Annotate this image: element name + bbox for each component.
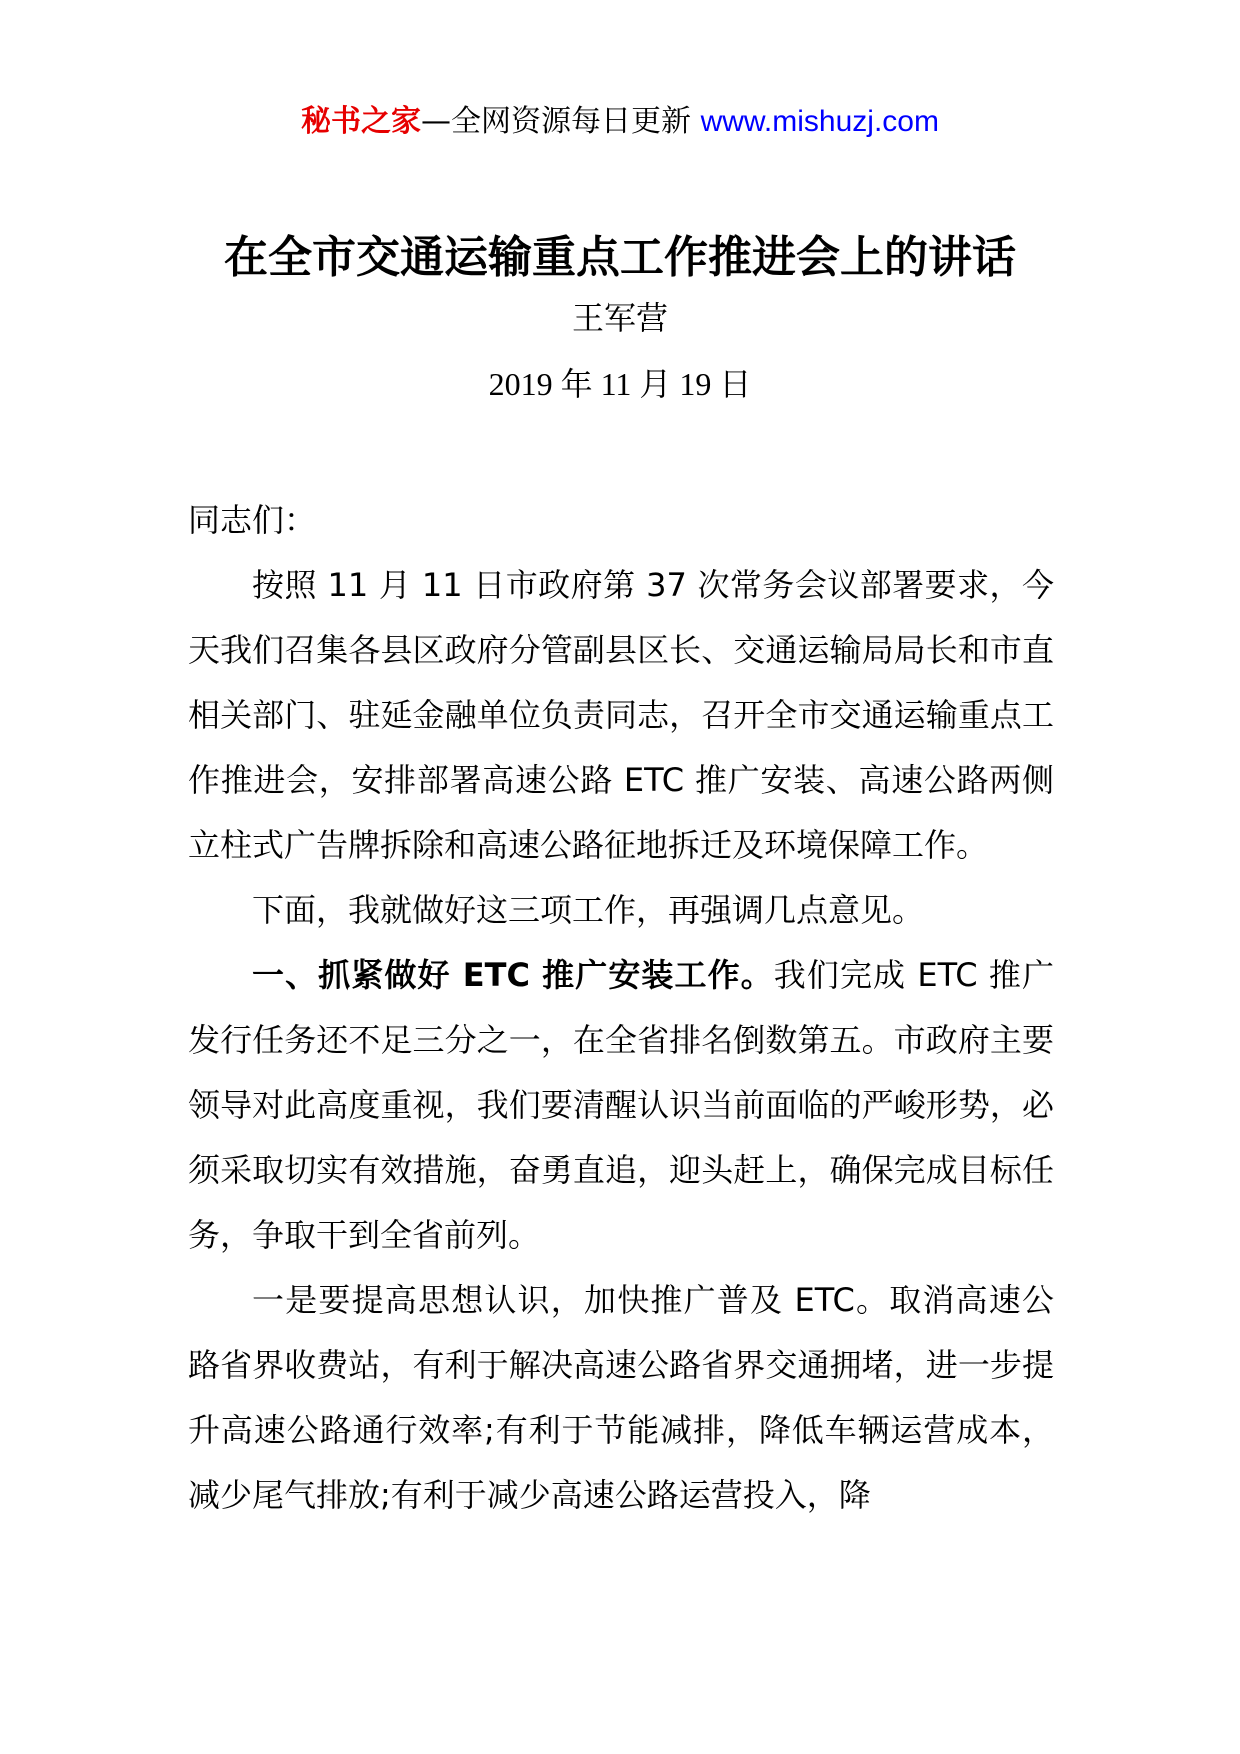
brand-name: 秘书之家 <box>301 104 422 139</box>
section-1-text: 我们完成 ETC 推广发行任务还不足三分之一，在全省排名倒数第五。市政府主要领导对此高度重视，我们要清醒认识当前面临的严峻形势，必须采取切实有效措施，奋勇直追，迎头赶上，确保完成目标任务，争取干到全省前列。 <box>188 956 1054 1254</box>
speech-date: 2019 年 11 月 19 日 <box>488 366 752 402</box>
author-name: 王军营 <box>571 299 668 337</box>
point-1-paragraph: 一是要提高思想认识，加快推广普及 ETC。取消高速公路省界收费站，有利于解决高速公路省界交通拥堵，进一步提升高速公路通行效率;有利于节能减排，降低车辆运营成本，减少尾气排放;有利于减少高速公路运营投入，降 <box>188 1281 1054 1514</box>
site-header <box>0 100 1240 144</box>
document-title: 在全市交通运输重点工作推进会上的讲话 <box>224 232 1016 283</box>
paragraph-transition: 下面，我就做好这三项工作，再强调几点意见。 <box>252 891 925 929</box>
site-url-link[interactable]: www.mishuzj.com <box>700 105 939 138</box>
section-1-heading: 一、抓紧做好 ETC 推广安装工作。 <box>252 956 774 994</box>
document-body <box>188 488 1054 1528</box>
header-slogan: —全网资源每日更新 <box>421 104 701 139</box>
salutation: 同志们： <box>188 501 317 539</box>
paragraph-intro: 按照 11 月 11 日市政府第 37 次常务会议部署要求，今天我们召集各县区政府分管副县区长、交通运输局局长和市直相关部门、驻延金融单位负责同志，召开全市交通运输重点工作推进会，安排部署高速公路 ETC 推广安装、高速公路两侧立柱式广告牌拆除和高速公路征地拆迁及环境保障工作。 <box>188 566 1054 864</box>
section-1-paragraph <box>188 943 1054 1268</box>
